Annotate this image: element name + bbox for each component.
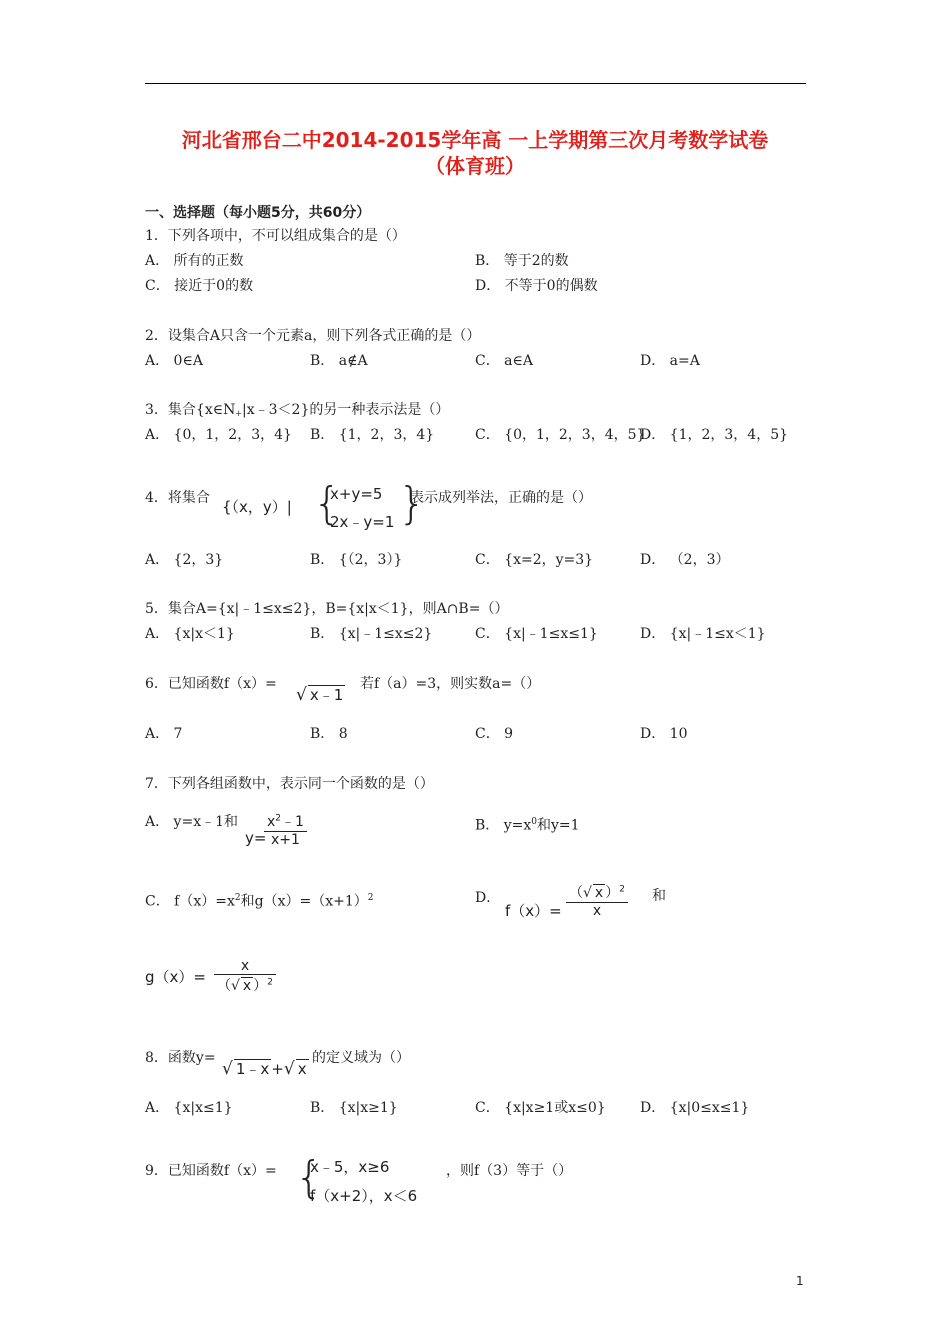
q5-option-c: C． {x|﹣1≤x≤1} [475, 626, 598, 642]
q7-option-c [145, 889, 373, 911]
q3-stem-sub: + [235, 409, 243, 418]
q8-stem-pre: 8．函数y= [145, 1050, 216, 1066]
q4-brace: { [313, 478, 341, 529]
header-rule [145, 83, 806, 84]
q8-plus: + [271, 1060, 284, 1078]
q6-option-c: C． 9 [475, 726, 514, 742]
q6-option-a: A． 7 [145, 726, 183, 742]
q3-option-b: B． {1，2，3，4} [310, 427, 435, 443]
q7-g-num: x [214, 958, 276, 975]
q7-g-den-rad: x [242, 978, 252, 994]
q7-option-b [475, 813, 580, 835]
q7-option-d-label: D． [475, 890, 501, 906]
q7-c-mid: 和g（x）=（x+1） [240, 893, 368, 910]
q7-d-num-rad: x [594, 885, 604, 901]
q7-g-den-sup: 2 [267, 977, 273, 988]
q2-option-b: B． a∉A [310, 353, 368, 369]
q7-a-num: x [267, 814, 276, 830]
q9-brace: { [295, 1152, 323, 1203]
q4-stem-post: 表示成列举法，正确的是（） [410, 490, 592, 506]
q7-g-fraction: $\frac{x}{(√ x )^2}$ [214, 958, 276, 995]
q1-option-d: D． 不等于0的偶数 [475, 278, 598, 294]
q8-option-d: D． {x|0≤x≤1} [640, 1100, 750, 1116]
q5-option-d: D． {x|﹣1≤x＜1} [640, 626, 766, 642]
q3-option-c: C． {0，1，2，3，4，5} [475, 427, 646, 443]
q2-stem: 2．设集合A只含一个元素a，则下列各式正确的是（） [145, 328, 481, 344]
q7-g-den-close: ） [253, 978, 268, 994]
page-number: 1 [796, 1274, 804, 1288]
q7-option-a-fraction [264, 811, 307, 848]
q7-a-num-post: ﹣1 [281, 814, 304, 830]
q7-d-den: x [592, 903, 602, 919]
q7-b-post: 和y=1 [537, 817, 580, 834]
q5-stem: 5．集合A={x|﹣1≤x≤2}，B={x|x＜1}，则A∩B=（） [145, 601, 509, 617]
title-line1: 河北省邢台二中2014-2015学年高 一上学期第三次月考数学试卷 [181, 128, 769, 152]
q7-d-num-sup: 2 [619, 884, 625, 895]
q4-option-b: B． {（2，3）} [310, 552, 403, 568]
q7-g-den-open: （ [217, 978, 231, 994]
q8-rad1: 1﹣x [235, 1060, 270, 1078]
q7-option-a-pre: A． y=x﹣1和 [145, 814, 239, 830]
q6-stem-pre: 6．已知函数f（x）= [145, 676, 277, 692]
q1-option-a: A． 所有的正数 [145, 253, 244, 269]
q4-option-a: A． {2，3} [145, 552, 224, 568]
q7-a-num-sup: 2 [275, 813, 282, 824]
q7-d-num-close: ） [605, 885, 620, 901]
q7-option-d-f: f（x）= [505, 902, 562, 920]
q2-option-d: D． a=A [640, 353, 700, 369]
q4-eq2: 2x﹣y=1 [330, 513, 395, 531]
q7-option-d-and: 和 [652, 888, 666, 904]
q8-option-b: B． {x|x≥1} [310, 1100, 398, 1116]
q3-stem [145, 401, 449, 423]
q1-option-b: B． 等于2的数 [475, 253, 569, 269]
q3-stem-post: |x﹣3＜2}的另一种表示法是（） [242, 402, 450, 418]
q7-b-sup: 0 [531, 817, 538, 827]
q8-option-a: A． {x|x≤1} [145, 1100, 233, 1116]
q8-expression: √ 1﹣x +√ x [222, 1059, 307, 1079]
q2-option-c: C． a∈A [475, 353, 533, 369]
q3-option-a: A． {0，1，2，3，4} [145, 427, 292, 443]
q7-option-d-fraction: $\frac{(√ x )^2}{x}$ [566, 882, 628, 919]
q7-b-pre: B． y=x [475, 817, 532, 834]
q5-option-b: B． {x|﹣1≤x≤2} [310, 626, 433, 642]
q9-stem-post: ，则f（3）等于（） [446, 1163, 573, 1179]
q7-d-num-open: （ [569, 885, 583, 901]
q4-stem-pre: 4．将集合 [145, 490, 210, 506]
q7-option-a-y: y= [245, 829, 267, 847]
q7-stem: 7．下列各组函数中，表示同一个函数的是（） [145, 776, 434, 792]
q9-case1: x﹣5，x≥6 [310, 1158, 390, 1176]
q6-radical: √ x﹣1 [296, 685, 344, 705]
q3-stem-pre: 3．集合{x∈N [145, 402, 236, 418]
q6-option-d: D． 10 [640, 726, 688, 742]
q3-option-d: D． {1，2，3，4，5} [640, 427, 789, 443]
q7-c-sup: 2 [234, 893, 241, 903]
q6-option-b: B． 8 [310, 726, 348, 742]
q4-set: {（x，y）| [222, 498, 292, 516]
q4-option-d: D． （2，3） [640, 552, 730, 568]
q7-c-sup2: 2 [367, 893, 374, 903]
q7-g-pre: g（x）= [145, 968, 206, 986]
q6-radicand: x﹣1 [309, 686, 344, 704]
title-line2: （体育班） [425, 154, 525, 178]
q6-stem-post: 若f（a）=3，则实数a=（） [360, 676, 541, 692]
q1-option-c: C． 接近于0的数 [145, 278, 254, 294]
q8-option-c: C． {x|x≥1或x≤0} [475, 1100, 606, 1116]
section-heading: 一、选择题（每小题5分，共60分） [145, 205, 371, 221]
q7-c-pre: C． f（x）=x [145, 893, 235, 910]
q7-a-den: x+1 [271, 832, 300, 848]
q4-eq1: x+y=5 [330, 485, 383, 503]
q4-option-c: C． {x=2，y=3} [475, 552, 594, 568]
q8-stem-post: 的定义域为（） [312, 1050, 410, 1066]
q8-rad2: x [297, 1060, 307, 1078]
q5-option-a: A． {x|x＜1} [145, 626, 235, 642]
q4-close-brace: } [398, 478, 426, 529]
q9-stem-pre: 9．已知函数f（x）= [145, 1163, 277, 1179]
q2-option-a: A． 0∈A [145, 353, 203, 369]
q9-case2: f（x+2），x＜6 [310, 1187, 418, 1205]
q1-stem: 1．下列各项中，不可以组成集合的是（） [145, 228, 406, 244]
